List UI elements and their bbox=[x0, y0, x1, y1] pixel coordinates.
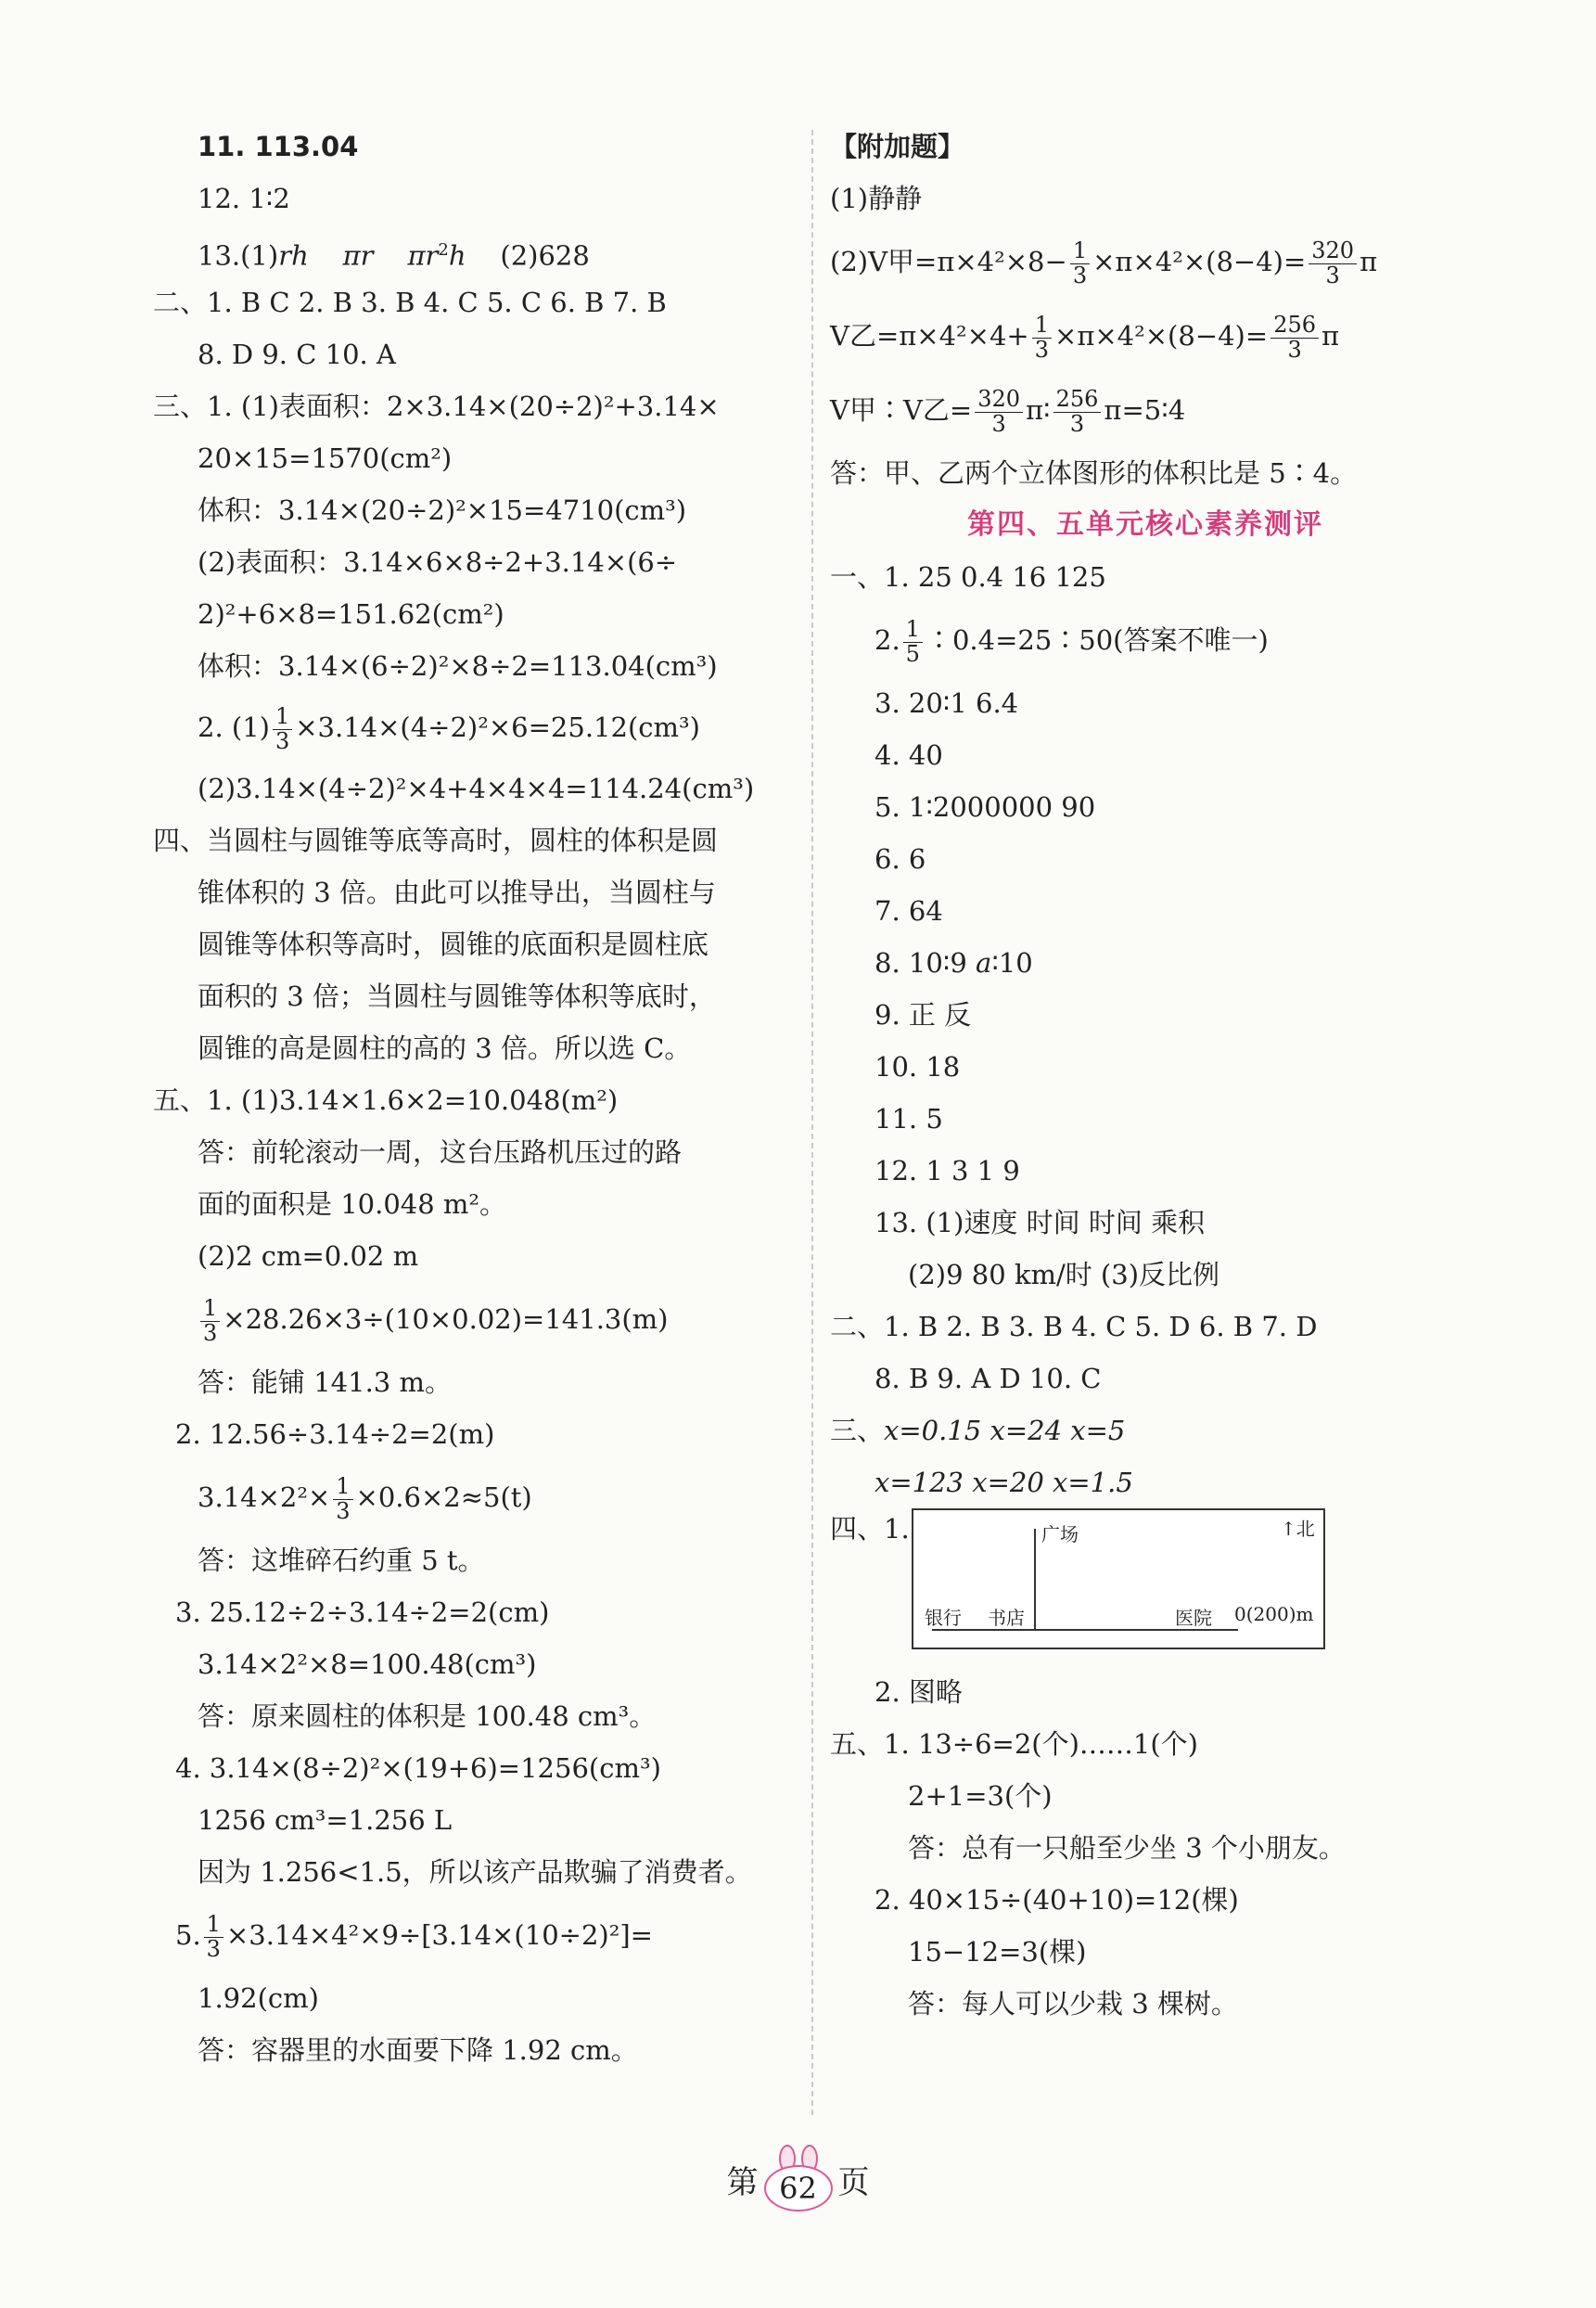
answer-line: V甲∶V乙= $\frac{320}{3}$ π∶ $\frac{256}{3}$ π=5∶4 bbox=[830, 386, 1186, 437]
answer-line: x=123 x=20 x=1.5 bbox=[875, 1467, 1133, 1498]
answer-line: 因为 1.256<1.5，所以该产品欺骗了消费者。 bbox=[198, 1856, 752, 1888]
answer-line: (1)静静 bbox=[830, 183, 923, 214]
answer-line: 1256 cm³=1.256 L bbox=[198, 1804, 453, 1836]
answer-line: 13.(1)rh πr $\pi r^2h$ (2)628 bbox=[198, 239, 590, 272]
answer-line: 15−12=3(棵) bbox=[908, 1936, 1087, 1968]
answer-line: 五、1. 13÷6=2(个)……1(个) bbox=[830, 1728, 1198, 1760]
answer-line: 2+1=3(个) bbox=[908, 1780, 1053, 1812]
fraction: $\frac{1}{3}$ bbox=[1032, 314, 1052, 361]
answer-line: 3.14×2²×8=100.48(cm³) bbox=[198, 1648, 537, 1680]
answer-line: 答：前轮滚动一周，这台压路机压过的路 bbox=[198, 1136, 683, 1168]
bookstore-label: 书店 bbox=[988, 1607, 1025, 1629]
section-heading: 【附加题】 bbox=[830, 131, 965, 162]
answer-line: $\frac{1}{3}$ ×28.26×3÷(10×0.02)=141.3(m) bbox=[153, 1282, 802, 1356]
answer-line: 圆锥的高是圆柱的高的 3 倍。所以选 C。 bbox=[198, 1032, 692, 1064]
answer-line: (2)9 80 km/时 (3)反比例 bbox=[908, 1259, 1220, 1290]
answer-line: 9. 正 反 bbox=[875, 999, 972, 1031]
answer-line: (2)表面积：3.14×6×8÷2+3.14×(6÷ bbox=[198, 546, 678, 578]
answer-line: 20×15=1570(cm²) bbox=[198, 442, 453, 474]
answer-line: 答：这堆碎石约重 5 t。 bbox=[198, 1545, 485, 1576]
scale-label: 0(200)m bbox=[1234, 1603, 1314, 1625]
column-divider bbox=[811, 130, 813, 2115]
answer-line: 5. $\frac{1}{3}$ ×3.14×4²×9÷[3.14×(10÷2)²]= bbox=[175, 1911, 653, 1962]
bank-label: 银行 bbox=[925, 1607, 962, 1629]
answer-line: 8. B 9. A D 10. C bbox=[875, 1363, 1102, 1394]
fraction: $\frac{1}{3}$ bbox=[204, 1913, 223, 1960]
answer-line: 3.14×2²× $\frac{1}{3}$ ×0.6×2≈5(t) bbox=[198, 1473, 532, 1524]
answer-line: 3. 20∶1 6.4 bbox=[875, 687, 1019, 719]
answer-line: 体积：3.14×(20÷2)²×15=4710(cm³) bbox=[198, 494, 687, 526]
answer-line: 答：甲、乙两个立体图形的体积比是 5∶4。 bbox=[830, 457, 1358, 489]
answer-line: 二、1. B 2. B 3. B 4. C 5. D 6. B 7. D bbox=[830, 1311, 1318, 1342]
answer-line: 11. 5 bbox=[875, 1103, 943, 1135]
answer-line: 一、1. 25 0.4 16 125 bbox=[830, 561, 1106, 593]
answer-line: (2)3.14×(4÷2)²×4+4×4×4=114.24(cm³) bbox=[198, 773, 755, 804]
answer-line: 11. 113.04 bbox=[198, 131, 359, 162]
answer-line: 12. 1∶2 bbox=[198, 183, 290, 214]
answer-line: 8. D 9. C 10. A bbox=[198, 339, 396, 370]
answer-line: 5. 1∶2000000 90 bbox=[875, 791, 1096, 823]
answer-line: 五、1. (1)3.14×1.6×2=10.048(m²) bbox=[153, 1084, 619, 1116]
answer-line: 2. $\frac{1}{5}$ ∶0.4=25∶50(答案不唯一) bbox=[875, 616, 1269, 667]
answer-line: 四、当圆柱与圆锥等底等高时，圆柱的体积是圆 bbox=[153, 825, 719, 856]
answer-line: 6. 6 bbox=[875, 843, 926, 875]
answer-line: 答：每人可以少栽 3 棵树。 bbox=[908, 1988, 1238, 2019]
answer-line: 3. 25.12÷2÷3.14÷2=2(cm) bbox=[175, 1596, 550, 1628]
map-answer: 四、1. 广场 ↑北 银行 书店 医院 0(200)m bbox=[830, 1508, 1461, 1666]
fraction: $\frac{1}{3}$ bbox=[1070, 239, 1090, 287]
answer-line: 1.92(cm) bbox=[198, 1982, 319, 2014]
answer-line: 面积的 3 倍；当圆柱与圆锥等体积等底时， bbox=[198, 981, 716, 1012]
position-map bbox=[912, 1508, 1325, 1649]
answer-line: 面的面积是 10.048 m²。 bbox=[198, 1188, 507, 1220]
bunny-icon: 62 bbox=[764, 2158, 833, 2212]
section-title: 第四、五单元核心素养测评 bbox=[967, 508, 1323, 541]
answer-line: 答：容器里的水面要下降 1.92 cm。 bbox=[198, 2034, 638, 2066]
answer-line: 4. 40 bbox=[875, 739, 943, 771]
north-arrow: ↑北 bbox=[1281, 1518, 1315, 1540]
fraction: $\frac{1}{3}$ bbox=[200, 1297, 220, 1344]
hospital-label: 医院 bbox=[1175, 1607, 1212, 1629]
answer-line: 锥体积的 3 倍。由此可以推导出，当圆柱与 bbox=[198, 877, 716, 908]
fraction: $\frac{256}{3}$ bbox=[1270, 314, 1319, 361]
answer-line: (2)V甲=π×4²×8− $\frac{1}{3}$ ×π×4²×(8−4)= $\frac{320}{3}$ π bbox=[830, 237, 1378, 288]
answer-line: 2)²+6×8=151.62(cm²) bbox=[198, 598, 504, 630]
answer-line: 体积：3.14×(6÷2)²×8÷2=113.04(cm³) bbox=[198, 650, 718, 682]
fraction: $\frac{256}{3}$ bbox=[1053, 388, 1102, 435]
answer-line: 12. 1 3 1 9 bbox=[875, 1155, 1020, 1186]
fraction: $\frac{320}{3}$ bbox=[975, 388, 1023, 435]
fraction: $\frac{1}{5}$ bbox=[903, 618, 923, 665]
right-column bbox=[830, 121, 1461, 2030]
answer-line: 三、1. (1)表面积：2×3.14×(20÷2)²+3.14× bbox=[153, 391, 720, 422]
answer-line: 7. 64 bbox=[875, 895, 943, 927]
fraction: $\frac{320}{3}$ bbox=[1309, 239, 1357, 287]
answer-line: 答：总有一只船至少坐 3 个小朋友。 bbox=[908, 1832, 1346, 1864]
plaza-label: 广场 bbox=[1041, 1523, 1079, 1545]
answer-line: 8. 10∶9 a∶10 bbox=[875, 947, 1033, 979]
answer-line: 答：能铺 141.3 m。 bbox=[198, 1366, 452, 1398]
fraction: $\frac{1}{3}$ bbox=[333, 1475, 352, 1522]
answer-line: 10. 18 bbox=[875, 1051, 961, 1083]
left-column bbox=[153, 121, 802, 2076]
answer-line: V乙=π×4²×4+ $\frac{1}{3}$ ×π×4²×(8−4)= $\frac{256}{3}$ π bbox=[830, 312, 1340, 363]
answer-line: 2. 图略 bbox=[875, 1676, 963, 1708]
answer-line: 13. (1)速度 时间 时间 乘积 bbox=[875, 1207, 1206, 1238]
road-north bbox=[1034, 1529, 1036, 1631]
page-number: 第 62 页 bbox=[0, 2157, 1596, 2212]
answer-line: 二、1. B C 2. B 3. B 4. C 5. C 6. B 7. B bbox=[153, 287, 667, 318]
fraction: $\frac{1}{3}$ bbox=[273, 705, 292, 752]
answer-line: 2. (1) $\frac{1}{3}$ ×3.14×(4÷2)²×6=25.12(cm³) bbox=[198, 703, 700, 754]
answer-line: (2)2 cm=0.02 m bbox=[198, 1240, 419, 1272]
answer-line: 2. 40×15÷(40+10)=12(棵) bbox=[875, 1884, 1239, 1916]
answer-line: 三、x=0.15 x=24 x=5 bbox=[830, 1415, 1126, 1446]
answer-line: 答：原来圆柱的体积是 100.48 cm³。 bbox=[198, 1700, 657, 1732]
answer-line: 4. 3.14×(8÷2)²×(19+6)=1256(cm³) bbox=[175, 1752, 661, 1784]
answer-line: 2. 12.56÷3.14÷2=2(m) bbox=[175, 1418, 495, 1450]
answer-line: 圆锥等体积等高时，圆锥的底面积是圆柱底 bbox=[198, 929, 709, 960]
